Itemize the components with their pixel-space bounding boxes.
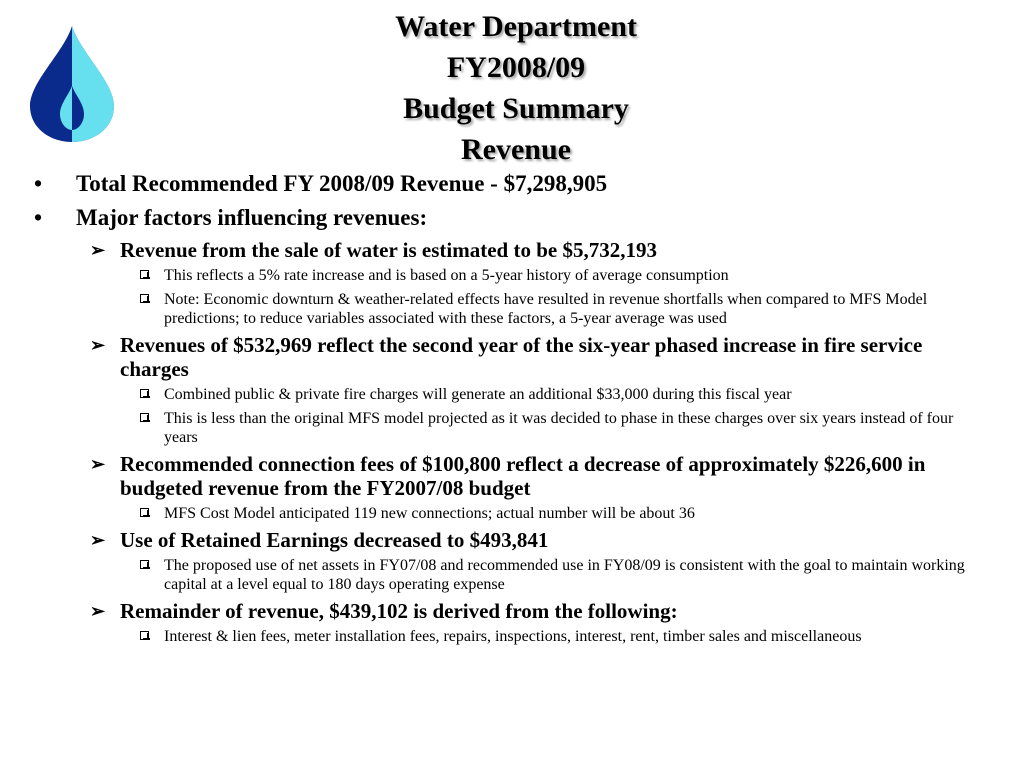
note-item xyxy=(0,266,984,285)
factor-text: Revenue from the sale of water is estimated to be $5,732,193 xyxy=(120,238,657,262)
note-text: This reflects a 5% rate increase and is based on a 5-year history of average consumption xyxy=(164,267,729,284)
title-line: Revenue xyxy=(461,133,571,166)
bullet-icon: • xyxy=(34,205,43,230)
note-text: Combined public & private fire charges will generate an additional $33,000 during this fiscal year xyxy=(164,386,792,403)
square-box-icon xyxy=(140,631,149,640)
arrow-bullet-icon: ➢ xyxy=(90,601,106,621)
bullet-icon: • xyxy=(34,171,43,196)
factor-item xyxy=(0,238,980,262)
note-item xyxy=(0,290,984,328)
note-text: Interest & lien fees, meter installation fees, repairs, inspections, interest, rent, timber sales and miscellaneous xyxy=(164,628,862,645)
factor-item xyxy=(0,333,980,381)
factor-text: Remainder of revenue, $439,102 is derived from the following: xyxy=(120,599,678,623)
factor-item xyxy=(0,599,980,623)
bullet-text: Total Recommended FY 2008/09 Revenue - $7,298,905 xyxy=(76,171,608,196)
factor-text: Use of Retained Earnings decreased to $493,841 xyxy=(120,528,549,552)
square-box-icon xyxy=(140,270,149,279)
square-box-icon xyxy=(140,294,149,303)
factor-item xyxy=(0,528,980,552)
title-line: FY2008/09 xyxy=(446,51,586,84)
slide-body xyxy=(0,170,1024,651)
title-line: Budget Summary xyxy=(403,92,629,125)
arrow-bullet-icon: ➢ xyxy=(90,240,106,260)
factor-text: Recommended connection fees of $100,800 reflect a decrease of approximately $226,600 in budgeted revenue from the FY2007/08 budget xyxy=(120,452,926,500)
square-box-icon xyxy=(140,508,149,517)
note-text: Note: Economic downturn & weather-related effects have resulted in revenue shortfalls when compared to MFS Model predictions; to reduce variables associated with these factors, a 5-year average was used xyxy=(164,291,928,327)
square-box-icon xyxy=(140,389,149,398)
factor-text: Revenues of $532,969 reflect the second year of the six-year phased increase in fire service charges xyxy=(120,333,923,381)
note-item xyxy=(0,556,984,594)
square-box-icon xyxy=(140,560,149,569)
bullet-item xyxy=(0,204,996,232)
arrow-bullet-icon: ➢ xyxy=(90,454,106,474)
arrow-bullet-icon: ➢ xyxy=(90,530,106,550)
note-text: This is less than the original MFS model projected as it was decided to phase in these charges over six years instead of four years xyxy=(164,410,954,446)
bullet-text: Major factors influencing revenues: xyxy=(76,205,428,230)
note-text: MFS Cost Model anticipated 119 new connections; actual number will be about 36 xyxy=(164,505,695,522)
bullet-item xyxy=(0,170,996,198)
title-line: Water Department xyxy=(395,10,637,43)
factor-item xyxy=(0,452,980,500)
note-item xyxy=(0,627,984,646)
note-text: The proposed use of net assets in FY07/08 and recommended use in FY08/09 is consistent with the goal to maintain working capital at a level equal to 180 days operating expense xyxy=(164,557,965,593)
arrow-bullet-icon: ➢ xyxy=(90,335,106,355)
slide-title xyxy=(260,6,772,170)
square-box-icon xyxy=(140,413,149,422)
note-item xyxy=(0,409,984,447)
note-item xyxy=(0,385,984,404)
note-item xyxy=(0,504,984,523)
water-drop-logo-icon xyxy=(28,24,116,144)
